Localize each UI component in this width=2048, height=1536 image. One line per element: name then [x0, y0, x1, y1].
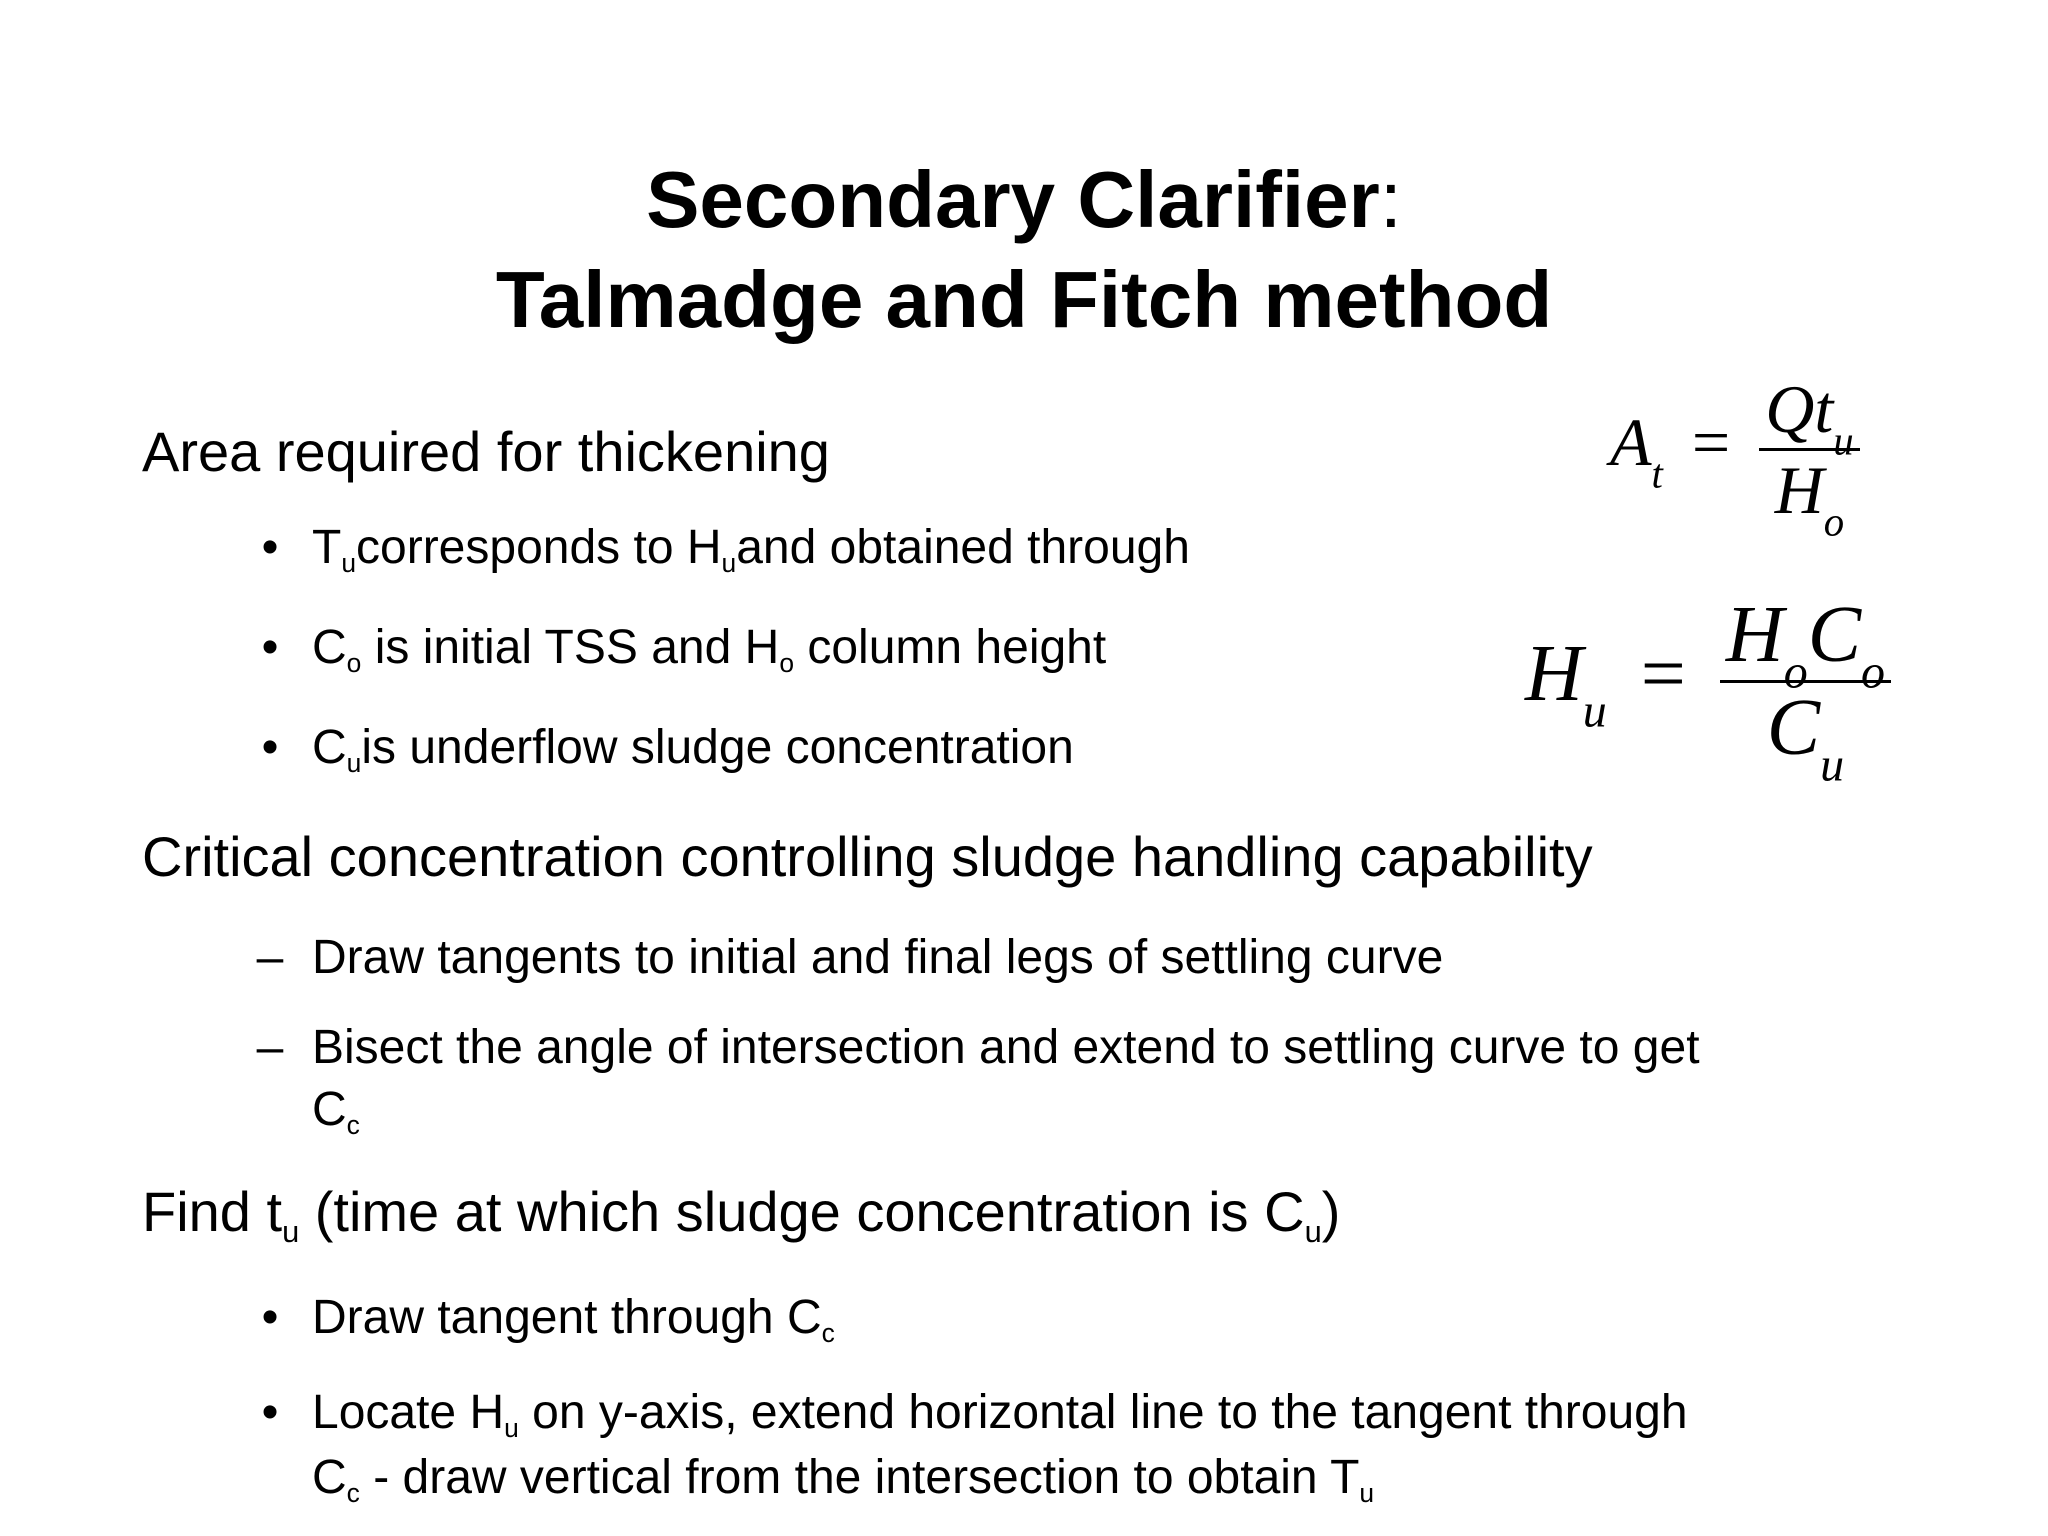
fraction-area: $\frac{Qt_u}{H_o}$: [1759, 370, 1859, 529]
bullet-item-locate-cont: $C_c$ - draw vertical from the intersection to obtain $T_u$: [312, 1451, 1375, 1509]
section-heading-find-tu: Find $t_u$ (time at which sludge concentration is $C_u$): [142, 1180, 1341, 1249]
dash-icon: –: [256, 931, 284, 984]
title-line-1: Secondary Clarifier:: [646, 155, 1402, 244]
section-heading-area: Area required for thickening: [142, 420, 830, 483]
bullet-icon: •: [261, 521, 279, 574]
bullet-icon: •: [261, 1291, 279, 1344]
bullet-item-cu: $C_uis$ underflow sludge concentration: [312, 721, 1074, 779]
slide-title: [0, 150, 2048, 350]
title-line-2: Talmadge and Fitch method: [495, 255, 1553, 344]
dash-item-bisect: Bisect the angle of intersection and extend to settling curve to get: [312, 1021, 1700, 1074]
bullet-icon: •: [261, 721, 279, 774]
bullet-icon: •: [261, 1386, 279, 1439]
equation-area: $A_t$ = $\frac{Qt_u}{H_o}$: [1610, 370, 1860, 529]
bullet-item-tu: $T_ucorresponds$ to $H_uand$ obtained through: [312, 521, 1190, 579]
bullet-item-tangent: Draw tangent through $C_c$: [312, 1291, 835, 1349]
bullet-item-locate: Locate $H_u$ on y-axis, extend horizontal line to the tangent through: [312, 1386, 1688, 1444]
dash-icon: –: [256, 1021, 284, 1074]
fraction-underflow: $\frac{H_oC_o}{C_u}$: [1720, 590, 1891, 773]
equation-underflow-height: $H_u$ = $\frac{H_oC_o}{C_u}$: [1525, 590, 1891, 773]
section-heading-critical: Critical concentration controlling sludge handling capability: [142, 825, 1593, 888]
dash-item-tangents: Draw tangents to initial and final legs of settling curve: [312, 931, 1444, 984]
bullet-item-co: $C_o$ is initial TSS and $H_o$ column height: [312, 621, 1107, 679]
dash-item-bisect-cont: $C_c$: [312, 1083, 360, 1141]
bullet-icon: •: [261, 621, 279, 674]
